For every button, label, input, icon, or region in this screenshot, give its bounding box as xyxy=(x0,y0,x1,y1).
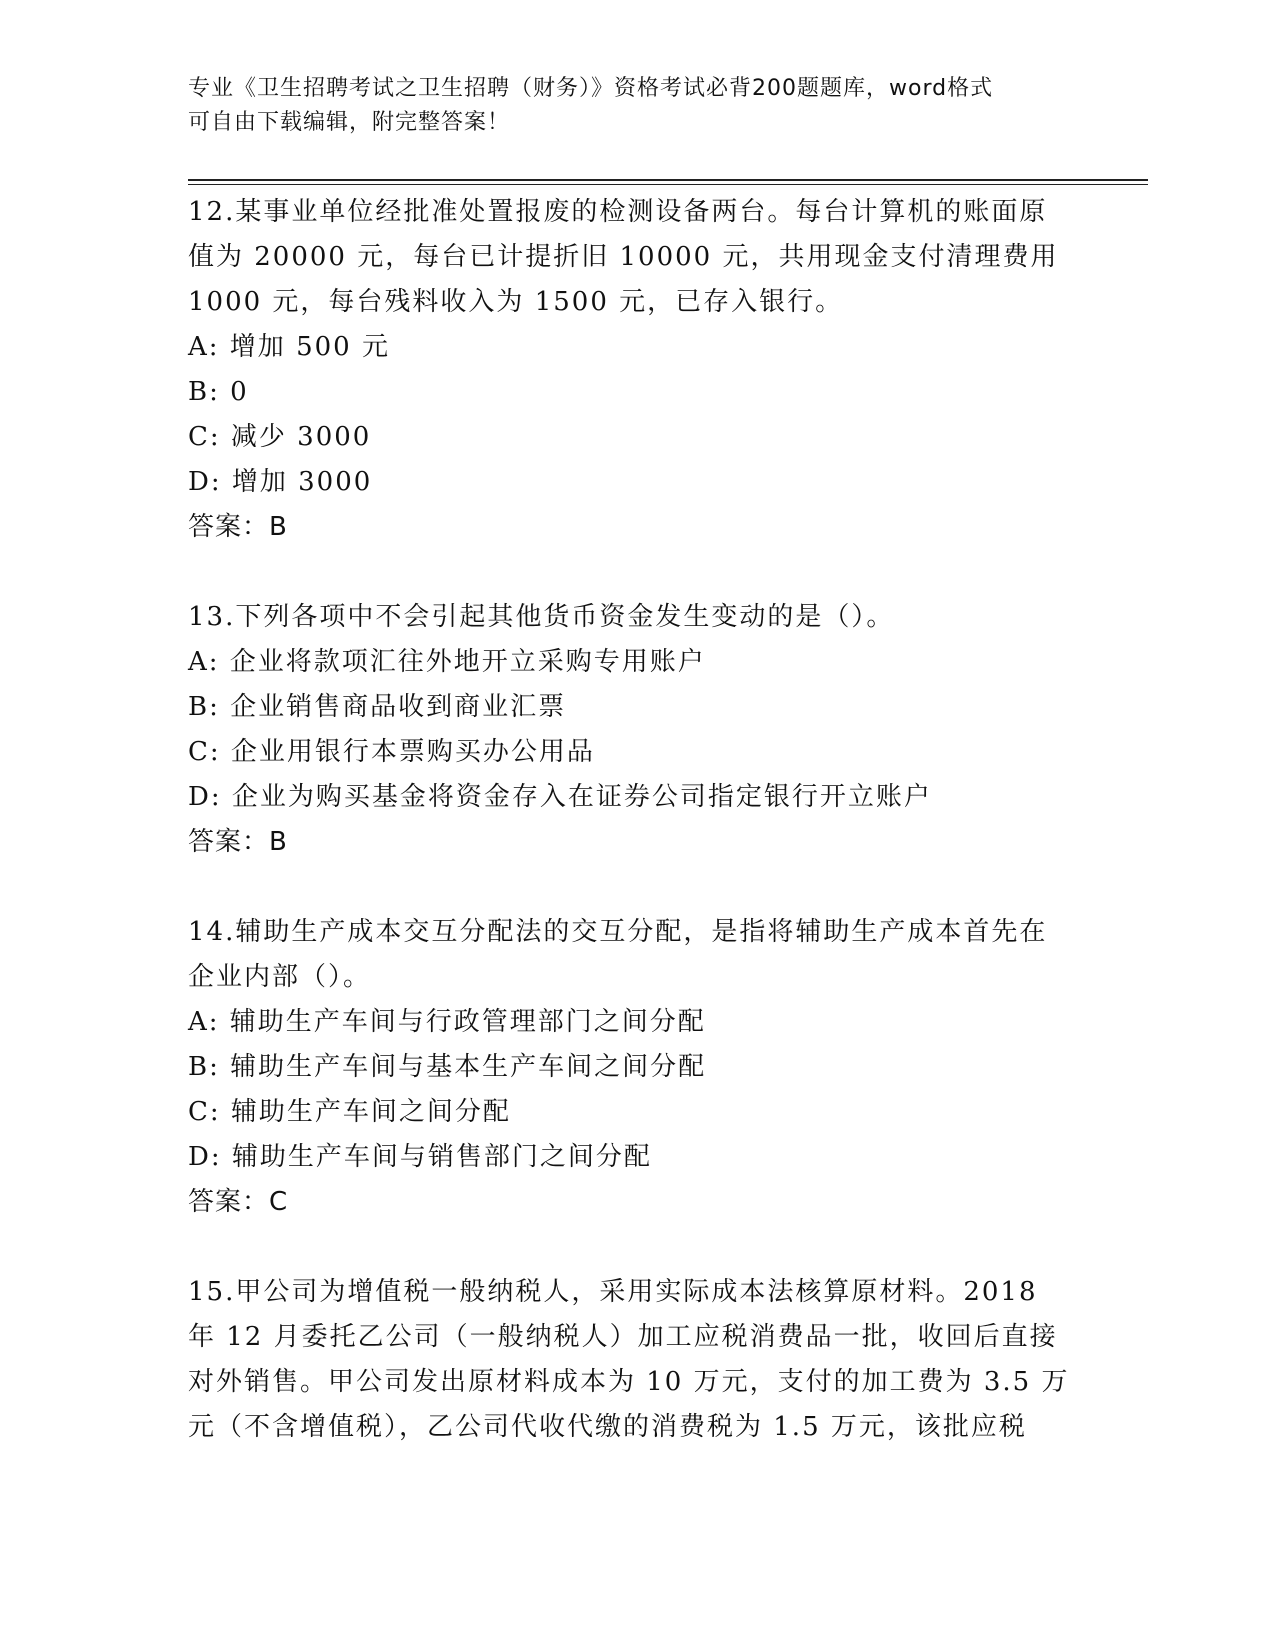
option-c: C: 辅助生产车间之间分配 xyxy=(188,1097,511,1127)
question-stem-line: 14.辅助生产成本交互分配法的交互分配，是指将辅助生产成本首先在 xyxy=(188,917,1048,947)
question-stem-line: 企业内部（）。 xyxy=(188,962,372,992)
document-header xyxy=(188,72,1068,140)
option-d: D: 企业为购买基金将资金存入在证券公司指定银行开立账户 xyxy=(188,782,932,812)
header-divider-thick xyxy=(188,179,1148,181)
question-stem-line: 值为 20000 元，每台已计提折旧 10000 元，共用现金支付清理费用 xyxy=(188,242,1059,272)
question-stem-line: 年 12 月委托乙公司（一般纳税人）加工应税消费品一批，收回后直接 xyxy=(188,1322,1058,1352)
question-stem-line: 12.某事业单位经批准处置报废的检测设备两台。每台计算机的账面原 xyxy=(188,197,1048,227)
answer: 答案：C xyxy=(188,1187,289,1217)
spacer xyxy=(188,1225,1088,1270)
option-b: B: 企业销售商品收到商业汇票 xyxy=(188,692,567,722)
option-a: A: 增加 500 元 xyxy=(188,332,390,362)
header-divider-thin xyxy=(188,184,1148,185)
question-13 xyxy=(188,595,1088,865)
question-14 xyxy=(188,910,1088,1225)
option-b: B: 辅助生产车间与基本生产车间之间分配 xyxy=(188,1052,707,1082)
option-a: A: 企业将款项汇往外地开立采购专用账户 xyxy=(188,647,706,677)
answer: 答案：B xyxy=(188,512,288,542)
option-d: D: 增加 3000 xyxy=(188,467,373,497)
question-stem-line: 13.下列各项中不会引起其他货币资金发生变动的是（）。 xyxy=(188,602,895,632)
option-d: D: 辅助生产车间与销售部门之间分配 xyxy=(188,1142,652,1172)
option-c: C: 减少 3000 xyxy=(188,422,372,452)
question-stem-line: 15.甲公司为增值税一般纳税人，采用实际成本法核算原材料。2018 xyxy=(188,1277,1038,1307)
header-line-1: 专业《卫生招聘考试之卫生招聘（财务）》资格考试必背200题题库，word格式 xyxy=(188,76,994,101)
question-stem-line: 1000 元，每台残料收入为 1500 元，已存入银行。 xyxy=(188,287,844,317)
question-stem-line: 对外销售。甲公司发出原材料成本为 10 万元，支付的加工费为 3.5 万 xyxy=(188,1367,1070,1397)
option-c: C: 企业用银行本票购买办公用品 xyxy=(188,737,595,767)
header-line-2: 可自由下载编辑，附完整答案！ xyxy=(188,110,511,135)
question-12 xyxy=(188,190,1088,550)
option-b: B: 0 xyxy=(188,377,249,407)
question-15 xyxy=(188,1270,1088,1450)
answer: 答案：B xyxy=(188,827,288,857)
spacer xyxy=(188,865,1088,910)
question-list xyxy=(188,190,1088,1450)
question-stem-line: 元（不含增值税），乙公司代收代缴的消费税为 1.5 万元，该批应税 xyxy=(188,1412,1027,1442)
spacer xyxy=(188,550,1088,595)
option-a: A: 辅助生产车间与行政管理部门之间分配 xyxy=(188,1007,706,1037)
